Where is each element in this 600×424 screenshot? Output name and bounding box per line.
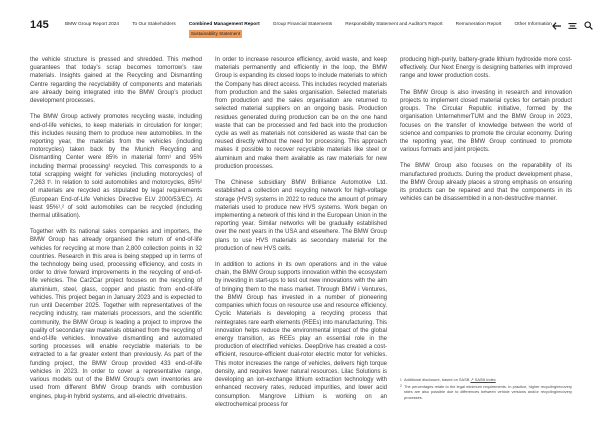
text-column-3 [400,56,572,417]
nav-label: Combined Management Report [188,22,260,27]
footnotes [400,377,572,402]
body-paragraph: The BMW Group actively promotes recycling waste, including end-of-life vehicles, to keep materials in circulation for longer; this includes reusing them to produce new automobiles. In the reporting year, the materials from the vehicles (including motorcycles) taken back by the Munich Recycling and Dismantling Center were 85% in material form¹ and 95% including thermal processing¹ recycled. This corresponds to a total scrapping weight for vehicles (including motorcycles) of 7,263 t¹. In relation to sold automobiles and motorcycles, 85%² of materials are recycled as stipulated by legal requirements (European End-of-Life Vehicles Directive ELV 2000/53/EC). At least 95%¹,² of sold automobiles can be recycled (including thermal utilisation). [30,114,202,219]
body-paragraph: The Chinese subsidiary BMW Brilliance Automotive Ltd. established a collection and recycling network for high-voltage storage (HVS) systems in 2022 to reduce the amount of primary materials used to produce new HVS systems. Work began on implementing a network of this kind in the European Union in the reporting year. Similar networks will be gradually established over the next years in the USA and elsewhere. The BMW Group plans to use HVS materials as secondary material for the production of new HVS cells. [215,180,387,252]
nav-label: To Our Stakeholders [132,22,176,27]
nav-item-bmw-group-report[interactable] [65,22,119,28]
page-number: 145 [30,19,49,31]
body-paragraph: In addition to actions in its own operations and in the value chain, the BMW Group supports innovation within the ecosystem by investing in start-ups to test out new innovations with the aim of bringing them to the mass market. Through BMW i Ventures, the BMW Group has invested in a number of pioneering companies which focus on resource use and resource efficiency. Cyclic Materials is developing a recycling process that reintegrates rare earth elements (REEs) into manufacturing. This innovation helps reduce the environmental impact of the global energy transition, as REEs play an essential role in the production of electrified vehicles. DeepDrive has created a cost-efficient, resource-efficient dual-rotor electric motor for vehicles. This motor increases the range of vehicles, delivers high torque density, and requires fewer natural resources. Lilac Solutions is developing an ion-exchange lithium extraction technology with enhanced recovery rates, reduced impurities, and lower acid consumption. Mangrove Lithium is working on an electrochemical process for [215,262,387,408]
text-column-1 [30,56,202,417]
nav-label: Responsibility Statement and Auditor's Report [345,22,443,27]
nav-item-group-financial-statements[interactable] [273,22,332,28]
body-paragraph: The BMW Group is also investing in research and innovation projects to implement closed material cycles for certain product groups. The Circular Republic initiative, formed by the organisation UnternehmerTUM and the BMW Group in 2023, focuses on the transfer of knowledge between the world of science and companies to promote the circular economy. During the reporting year, the BMW Group continued to promote various formats and joint projects. [400,89,572,154]
footnote-2 [400,384,572,401]
table-of-contents-icon[interactable] [568,21,577,30]
nav-label: Group Financial Statements [272,22,333,27]
back-arrow-icon[interactable] [552,21,561,30]
body-paragraph: producing high-purity, battery-grade lithium hydroxide more cost-effectively. Our Next Energy is designing batteries with improved range and lower production costs. [400,57,572,80]
footnote-text: The percentages relate to the legal minimum requirements. In practice, higher recycling/recovery rates are also possible due to differences between vehicle versions and/or recycling/recovery processes. [404,383,572,400]
footnote-text [404,377,572,383]
body-paragraph: In order to increase resource efficiency, avoid waste, and keep materials permanently and efficiently in the loop, the BMW Group is expanding its closed loops to include materials to which the Company has direct access. This includes recycled materials from production and the sales organisation. Selected materials from production and the sales organisation are returned to selected material suppliers on an ongoing basis. Production residues generated during production can be on the one hand waste that can be processed and fed back into the production cycle as well as materials not considered as waste that can be reused directly without the need for processing. This approach makes it possible to recover recyclable materials like steel or aluminium and make them available as raw materials for new production processes. [215,57,387,170]
footnote-1 [400,377,572,383]
nav-label: Remuneration Report [455,22,502,27]
text-column-2 [215,56,387,417]
nav-item-remuneration-report[interactable] [456,22,502,28]
nav-item-responsibility-statement[interactable] [345,22,442,28]
nav-item-combined-management-report[interactable] [189,22,260,38]
footnote-text-part: Additional disclosure, based on SASB [404,377,471,382]
nav-label: BMW Group Report 2024 [64,22,120,27]
nav-item-to-our-stakeholders[interactable] [132,22,176,28]
body-paragraph: Together with its national sales companies and importers, the BMW Group has already organised the return of end-of-life vehicles for recycling at more than 2,800 collection points in 32 countries. Research in this area is being stepped up in terms of the technology being used, processing efficiency, and costs in order to drive forward improvements in the recycling of end-of-life vehicles. The Car2Car project focuses on the recycling of aluminium, steel, glass, copper and plastic from end-of-life vehicles. This project began in January 2023 and is expected to run until December 2025. Together with representatives of the recycling industry, raw materials processors, and the scientific community, the BMW Group is leading a project to improve the quality of secondary raw materials obtained from the recycling of end-of-life vehicles. Innovative dismantling and automated sorting processes will enable recyclable materials to be extracted to a far greater extent than previously. As part of the funding project, the BMW Group provided 433 end-of-life vehicles in 2023. In order to cover a representative range, various models out of the BMW Group’s own inventories are used from different BMW Group brands with combustion engines, plug-in hybrid systems, and all-electric drivetrains. [30,229,202,400]
nav-subitem-sustainability-statement[interactable]: Sustainability Statement [190,31,241,37]
report-nav [65,20,552,38]
body-paragraph: the vehicle structure is pressed and shredded. This method guarantees that today’s scrap becomes tomorrow’s raw materials. Insights gained at the Recycling and Dismantling Centre regarding the recyclability of components and materials are already being integrated into the BMW Group’s product development processes. [30,57,202,105]
header-icons [552,20,593,30]
nav-item-other-information[interactable] [515,22,552,28]
top-navigation-bar [30,20,572,38]
page-body [30,56,572,417]
footnote-marker: 2 [400,384,402,389]
footnote-marker: 1 [400,377,402,382]
sasb-index-link[interactable]: ↗ SASB Index [470,377,496,382]
search-icon[interactable] [584,21,593,30]
nav-label: Other Information [514,22,552,27]
body-paragraph: The BMW Group also focuses on the reparability of its manufactured products. During the product development phase, the BMW Group already places a strong emphasis on ensuring its products can be repaired and that the components in its vehicles can be disassembled in a non-destructive manner. [400,163,572,203]
